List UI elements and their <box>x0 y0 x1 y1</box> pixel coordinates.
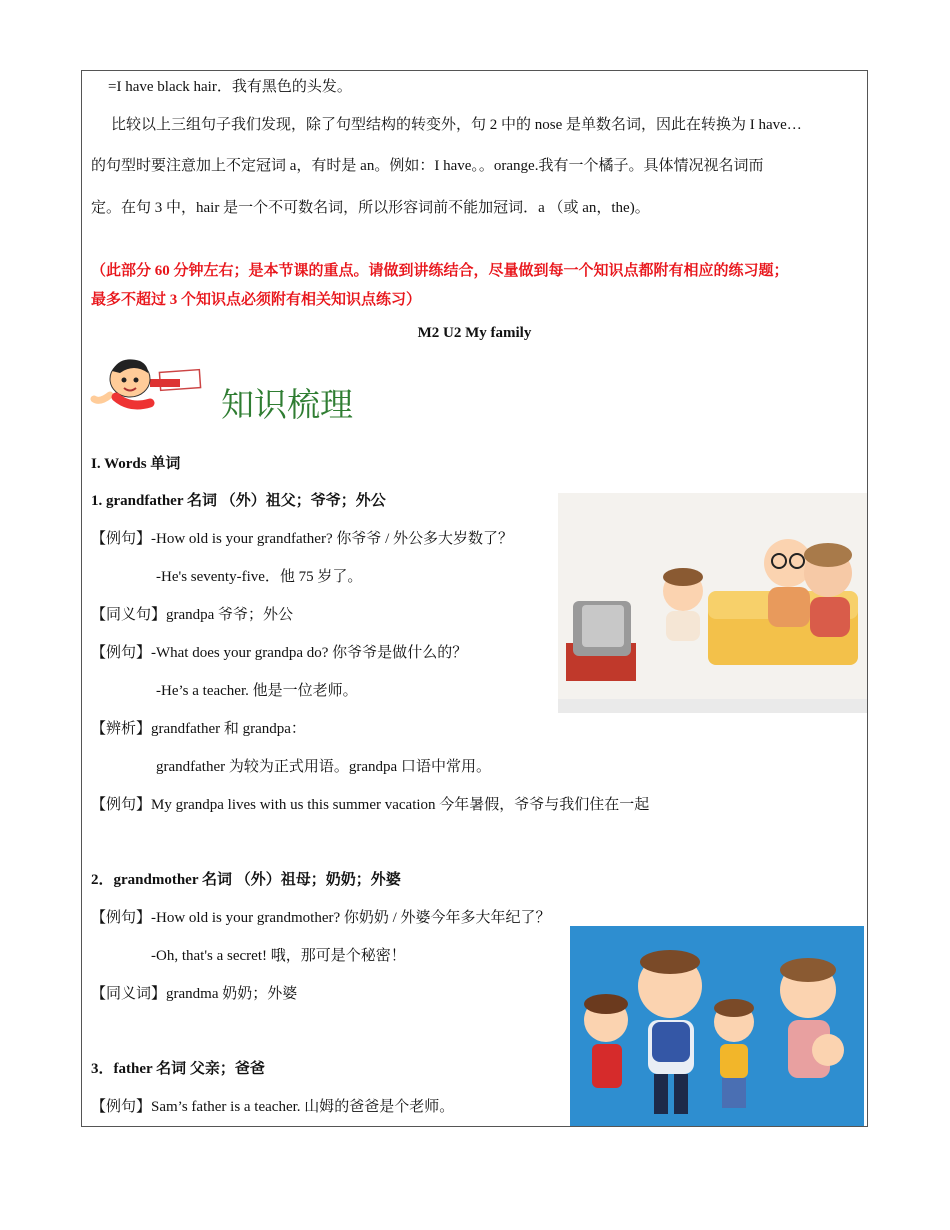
unit-title: M2 U2 My family <box>417 325 532 341</box>
example-line: 【例句】Sam’s father is a teacher. 山姆的爸爸是个老师。 <box>91 1099 455 1115</box>
document-frame <box>81 70 868 1127</box>
example-line: 【例句】-How old is your grandmother? 你奶奶 / 外婆今年多大年纪了？ <box>91 910 551 926</box>
example-line: -Oh, that's a secret! 哦，那可是个秘密！ <box>151 948 406 964</box>
text-line: =I have black hair．我有黑色的头发。 <box>108 79 352 95</box>
distinction-line: 【辨析】grandfather 和 grandpa： <box>91 721 306 737</box>
distinction-line: grandfather 为较为正式用语。grandpa 口语中常用。 <box>156 759 491 775</box>
teacher-note: 最多不超过 3 个知识点必须附有相关知识点练习） <box>91 292 422 308</box>
example-line: 【例句】-What does your grandpa do? 你爷爷是做什么的？ <box>91 645 468 661</box>
entry-heading: 2．grandmother 名词 （外）祖母；奶奶；外婆 <box>91 872 401 888</box>
words-heading: I. Words 单词 <box>91 456 181 472</box>
entry-heading: 1. grandfather 名词 （外）祖父；爷爷；外公 <box>91 493 386 509</box>
synonym-line: 【同义句】grandpa 爷爷；外公 <box>91 607 294 623</box>
section-title: 知识梳理 <box>221 385 353 424</box>
example-line: 【例句】-How old is your grandfather? 你爷爷 / 外公多大岁数了？ <box>91 531 514 547</box>
grandparents-and-child-figurines-icon <box>558 493 867 713</box>
example-line: 【例句】My grandpa lives with us this summer vacation 今年暑假，爷爷与我们住在一起 <box>91 797 650 813</box>
text-line: 定。在句 3 中，hair 是一个不可数名词，所以形容词前不能加冠词．a （或 an，the)。 <box>91 200 650 216</box>
text-line: 比较以上三组句子我们发现，除了句型结构的转变外，句 2 中的 nose 是单数名词，因此在转换为 I have… <box>111 117 802 133</box>
synonym-line: 【同义词】grandma 奶奶；外婆 <box>91 986 298 1002</box>
example-line: -He's seventy-five．他 75 岁了。 <box>156 569 363 585</box>
text-line: 的句型时要注意加上不定冠词 a，有时是 an。例如：I have。。orange.我有一个橘子。具体情况视名词而 <box>91 158 764 174</box>
example-line: -He’s a teacher. 他是一位老师。 <box>156 683 358 699</box>
teacher-note: （此部分 60 分钟左右；是本节课的重点。请做到讲练结合，尽量做到每一个知识点都附有相应的练习题； <box>91 263 789 279</box>
family-figurines-icon <box>570 926 864 1127</box>
flying-boy-mascot-icon <box>90 353 204 415</box>
entry-heading: 3．father 名词 父亲；爸爸 <box>91 1061 265 1077</box>
